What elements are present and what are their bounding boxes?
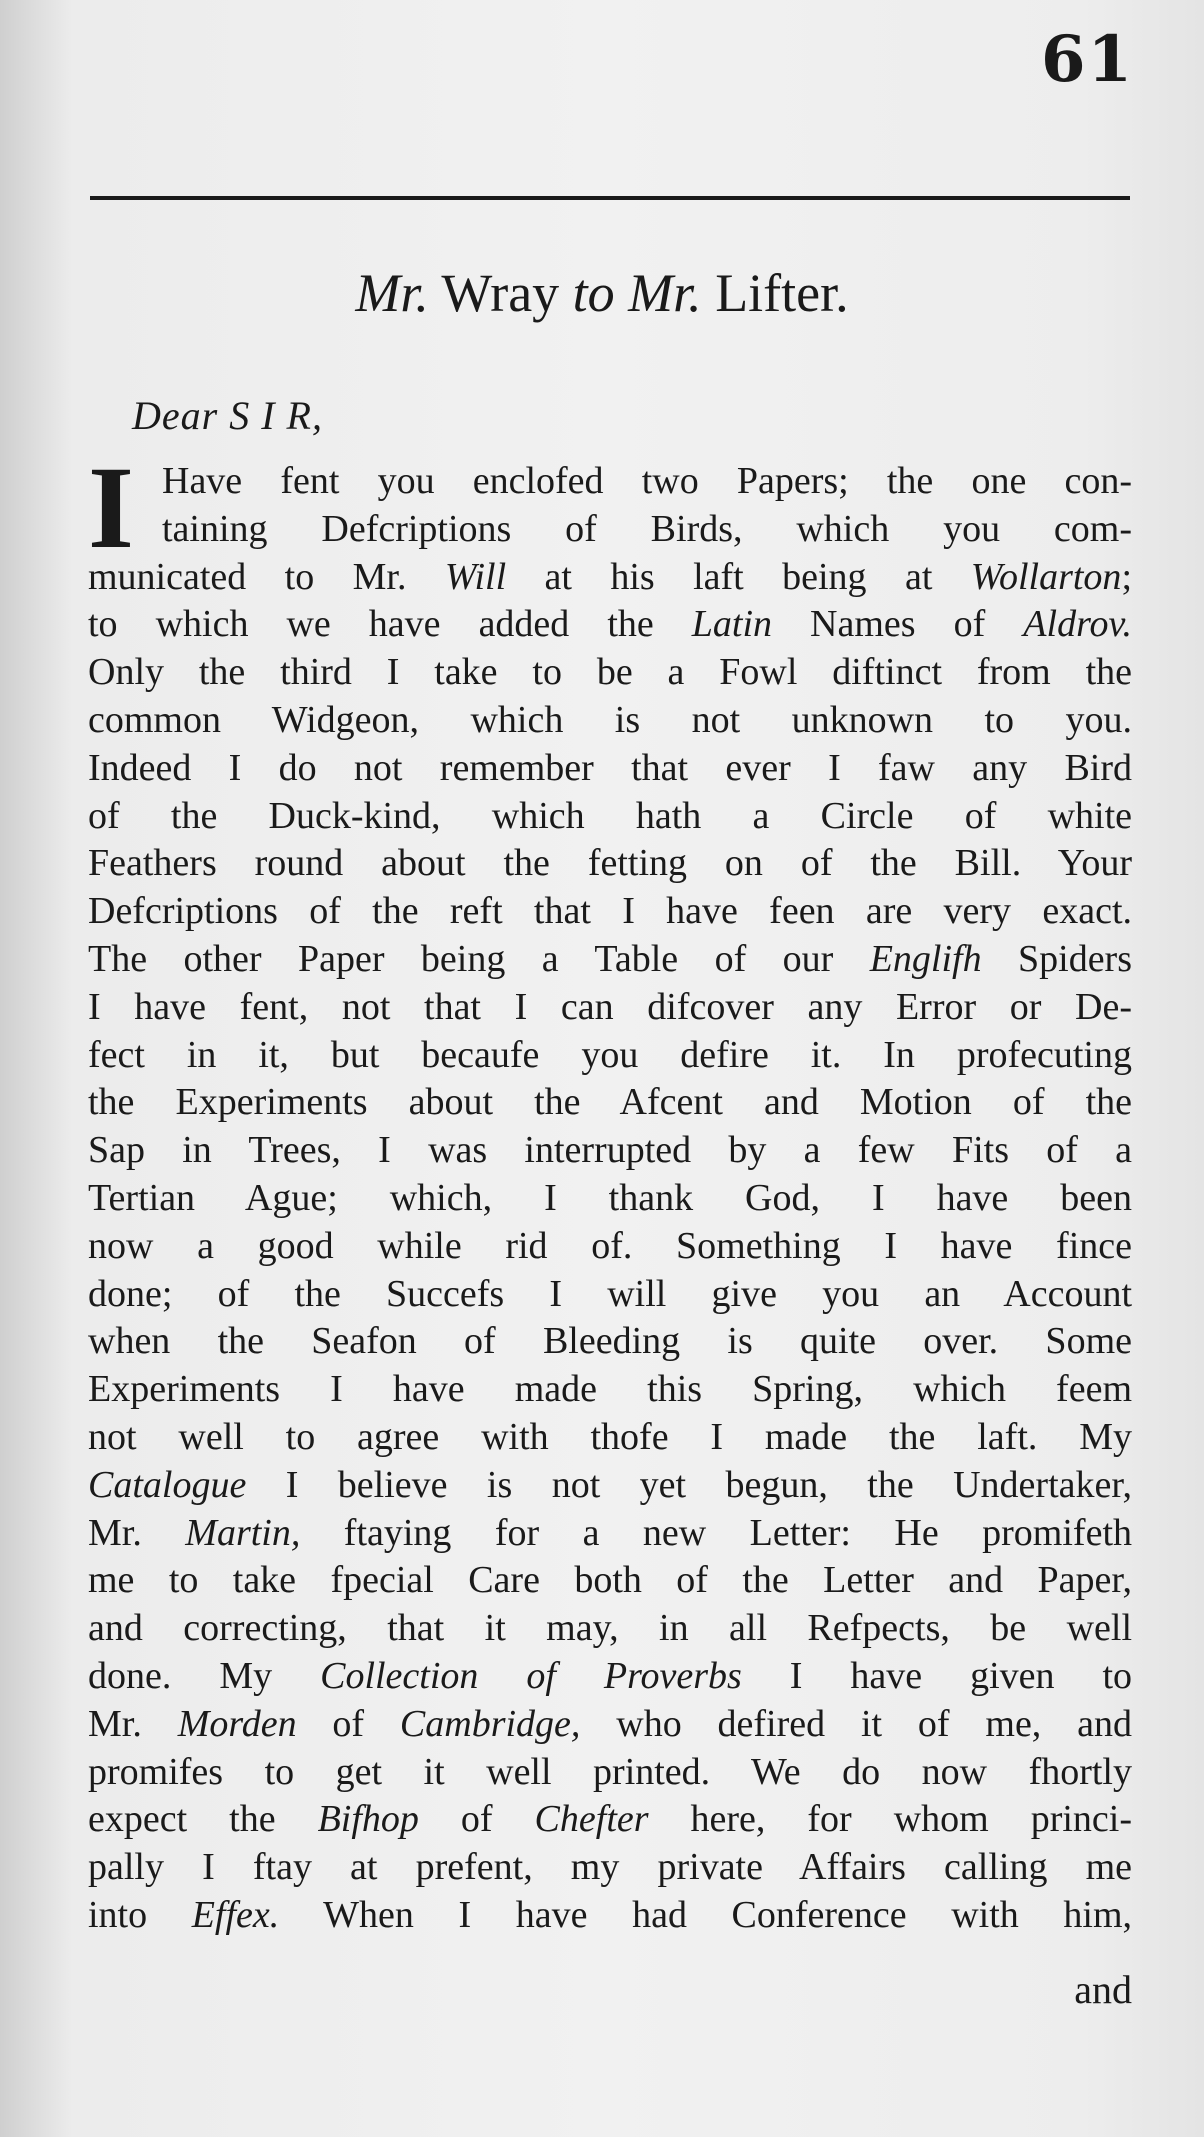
- italic-text: Latin: [691, 603, 773, 646]
- text-line: [88, 506, 1132, 554]
- text-segment: expect the: [88, 1798, 318, 1841]
- title-name-1: Wray: [428, 263, 573, 323]
- italic-text: Catalogue: [88, 1463, 247, 1506]
- text-segment: of: [296, 1702, 400, 1745]
- text-segment: done; of the Succefs I will give you an Account: [88, 1272, 1132, 1315]
- text-segment: of the Duck-kind, which hath a Circle of white: [88, 794, 1132, 837]
- text-line: [88, 554, 1132, 602]
- text-segment: and correcting, that it may, in all Refpects, be well: [88, 1607, 1132, 1650]
- text-line: [88, 1749, 1132, 1797]
- text-segment: Tertian Ague; which, I thank God, I have been: [88, 1176, 1132, 1219]
- text-segment: Feathers round about the fetting on of the Bill. Your: [88, 842, 1132, 885]
- text-segment: Only the third I take to be a Fowl diftinct from the: [88, 651, 1132, 694]
- text-line: [88, 793, 1132, 841]
- text-segment: pally I ftay at prefent, my private Affairs calling me: [88, 1846, 1132, 1889]
- text-line: [88, 1414, 1132, 1462]
- italic-text: Effex.: [191, 1893, 280, 1936]
- text-line: [88, 984, 1132, 1032]
- text-line: [88, 601, 1132, 649]
- text-line: [88, 458, 1132, 506]
- text-line: [88, 745, 1132, 793]
- italic-text: Bifhop: [317, 1798, 419, 1841]
- text-segment: done. My: [88, 1654, 321, 1697]
- text-segment: me to take fpecial Care both of the Letter and Paper,: [88, 1559, 1132, 1602]
- text-segment: when the Seafon of Bleeding is quite over. Some: [88, 1320, 1132, 1363]
- text-line: [88, 1892, 1132, 1940]
- text-segment: Names of: [772, 603, 1024, 646]
- italic-text: Wollarton: [970, 555, 1122, 598]
- italic-text: Englifh: [869, 937, 982, 980]
- text-segment: of: [418, 1798, 535, 1841]
- text-line: [88, 1223, 1132, 1271]
- text-segment: not well to agree with thofe I made the laft. My: [88, 1415, 1132, 1458]
- text-line: [88, 1844, 1132, 1892]
- text-line: [88, 1653, 1132, 1701]
- text-segment: Mr.: [88, 1511, 186, 1554]
- text-segment: taining Defcriptions of Birds, which you com-: [162, 507, 1132, 550]
- text-segment: Sap in Trees, I was interrupted by a few Fits of a: [88, 1129, 1132, 1172]
- text-segment: here, for whom princi-: [648, 1798, 1132, 1841]
- title-mr-2: Mr.: [614, 263, 702, 323]
- text-segment: municated to Mr.: [88, 555, 445, 598]
- page-number: 61: [1040, 22, 1134, 97]
- text-line: [88, 1510, 1132, 1558]
- text-line: [88, 697, 1132, 745]
- text-segment: who defired it of me, and: [580, 1702, 1133, 1745]
- text-segment: into: [88, 1893, 192, 1936]
- title-to: to: [572, 263, 615, 323]
- text-segment: Have fent you enclofed two Papers; the one con-: [162, 460, 1132, 502]
- italic-text: Morden: [177, 1702, 297, 1745]
- title-mr-1: Mr.: [355, 263, 429, 323]
- text-segment: fect in it, but becaufe you defire it. In profecuting: [88, 1033, 1132, 1076]
- header-rule: [90, 196, 1130, 200]
- text-line: [88, 888, 1132, 936]
- text-segment: ;: [1121, 555, 1132, 598]
- text-segment: I believe is not yet begun, the Undertaker,: [246, 1463, 1132, 1506]
- text-line: [88, 1127, 1132, 1175]
- italic-text: Will: [444, 555, 507, 598]
- text-line: [88, 1796, 1132, 1844]
- text-line: [88, 1175, 1132, 1223]
- text-line: [88, 649, 1132, 697]
- text-line: [88, 936, 1132, 984]
- text-segment: Experiments I have made this Spring, which feem: [88, 1368, 1132, 1411]
- text-segment: the Experiments about the Afcent and Motion of the: [88, 1081, 1132, 1124]
- text-line: [88, 1318, 1132, 1366]
- italic-text: Cambridge,: [399, 1702, 581, 1745]
- letter-title: [0, 262, 1204, 324]
- text-segment: I have fent, not that I can difcover any Error or De-: [88, 985, 1132, 1028]
- text-segment: The other Paper being a Table of our: [88, 937, 870, 980]
- text-line: [88, 1271, 1132, 1319]
- text-segment: common Widgeon, which is not unknown to you.: [88, 698, 1132, 741]
- text-line: [88, 1032, 1132, 1080]
- text-segment: When I have had Conference with him,: [279, 1893, 1133, 1936]
- title-name-2: Lifter.: [701, 263, 849, 323]
- salutation: Dear S I R,: [132, 393, 323, 438]
- text-segment: ftaying for a new Letter: He promifeth: [300, 1511, 1132, 1554]
- text-segment: I have given to: [741, 1654, 1133, 1697]
- text-segment: Mr.: [88, 1702, 178, 1745]
- text-line: [88, 1605, 1132, 1653]
- text-line: [88, 1079, 1132, 1127]
- text-line: [88, 1462, 1132, 1510]
- text-segment: promifes to get it well printed. We do now fhortly: [88, 1750, 1132, 1793]
- letter-body: [88, 442, 1133, 1940]
- text-segment: Spiders: [981, 937, 1133, 980]
- italic-text: Collection of Proverbs: [320, 1654, 742, 1697]
- text-line: [88, 1701, 1132, 1749]
- drop-cap: I: [88, 442, 134, 573]
- text-segment: Defcriptions of the reft that I have feen are very exact.: [88, 890, 1132, 933]
- catchword: and: [1074, 1967, 1132, 2012]
- italic-text: Chefter: [534, 1798, 649, 1841]
- italic-text: Martin,: [185, 1511, 301, 1554]
- text-line: [88, 1366, 1132, 1414]
- text-segment: at his laft being at: [506, 555, 971, 598]
- italic-text: Aldrov.: [1023, 603, 1132, 646]
- text-segment: now a good while rid of. Something I have fince: [88, 1224, 1132, 1267]
- text-segment: Indeed I do not remember that ever I faw any Bird: [88, 746, 1132, 789]
- text-line: [88, 1557, 1132, 1605]
- text-segment: to which we have added the: [88, 603, 692, 646]
- text-line: [88, 840, 1132, 888]
